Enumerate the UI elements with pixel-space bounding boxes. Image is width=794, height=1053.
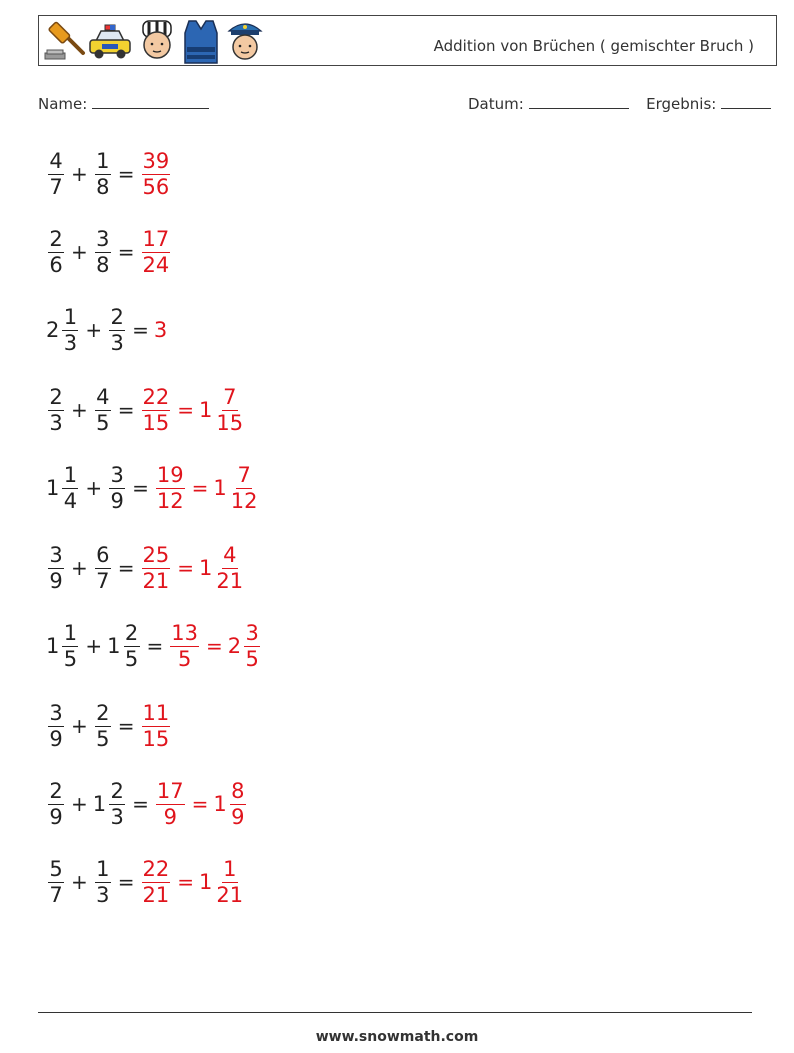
equals-sign: =	[146, 634, 164, 658]
mixed-number	[92, 778, 127, 829]
numerator: 2	[110, 304, 124, 329]
fraction	[95, 384, 111, 435]
answer	[154, 462, 187, 513]
fraction	[109, 462, 125, 513]
fraction	[95, 148, 111, 199]
denominator: 21	[216, 568, 244, 593]
answer-mixed	[213, 462, 260, 513]
mixed-number	[93, 856, 113, 907]
fraction	[95, 700, 111, 751]
equals-sign: =	[117, 870, 135, 894]
denominator: 5	[63, 646, 78, 671]
equals-sign: =	[206, 634, 223, 658]
mixed-number	[46, 304, 80, 355]
fraction	[230, 462, 259, 513]
denominator: 56	[142, 174, 170, 199]
denominator: 9	[110, 488, 124, 513]
equals-sign: =	[117, 714, 135, 738]
mixed-number	[46, 148, 66, 199]
mixed-number	[93, 700, 113, 751]
gavel-icon	[43, 19, 87, 63]
denominator: 3	[96, 882, 110, 907]
answer	[140, 148, 173, 199]
answer	[154, 318, 168, 342]
fraction	[48, 542, 64, 593]
footer-divider	[38, 1012, 752, 1013]
numerator: 3	[245, 620, 259, 645]
name-field	[38, 94, 209, 113]
numerator: 2	[49, 778, 63, 803]
denominator: 9	[163, 804, 177, 829]
problem-3	[46, 300, 168, 360]
denominator: 12	[156, 488, 184, 513]
denominator: 9	[49, 804, 63, 829]
fraction	[230, 778, 246, 829]
plus-sign: +	[85, 476, 103, 500]
denominator: 8	[96, 174, 110, 199]
plus-sign: +	[85, 634, 103, 658]
denominator: 15	[142, 726, 170, 751]
numerator: 4	[49, 148, 63, 173]
equals-sign: =	[177, 556, 195, 580]
denominator: 3	[110, 804, 124, 829]
numerator: 2	[110, 778, 124, 803]
plus-sign: +	[71, 714, 88, 738]
answer	[168, 620, 201, 671]
denominator: 5	[245, 646, 259, 671]
police-officer-icon	[225, 19, 265, 65]
numerator: 3	[49, 700, 63, 725]
equals-sign: =	[132, 476, 149, 500]
equals-sign: =	[132, 318, 149, 342]
fraction	[62, 620, 78, 671]
numerator: 1	[96, 856, 110, 881]
equals-sign: =	[117, 240, 135, 264]
denominator: 12	[230, 488, 258, 513]
mixed-number	[46, 384, 66, 435]
denominator: 4	[63, 488, 78, 513]
numerator: 22	[142, 384, 170, 409]
plus-sign: +	[85, 318, 103, 342]
numerator: 7	[223, 384, 237, 409]
answer	[154, 778, 187, 829]
answer-mixed	[213, 778, 247, 829]
result-line[interactable]	[721, 94, 771, 109]
whole-part: 1	[213, 476, 227, 500]
fraction	[215, 542, 244, 593]
plus-sign: +	[71, 162, 88, 186]
numerator: 1	[63, 462, 78, 487]
denominator: 24	[142, 252, 170, 277]
fraction	[142, 542, 171, 593]
problem-9	[46, 774, 248, 834]
numerator: 1	[96, 148, 110, 173]
date-result-fields	[468, 94, 771, 113]
fraction	[48, 700, 64, 751]
fraction	[62, 304, 78, 355]
problem-1	[46, 144, 172, 204]
numerator: 17	[142, 226, 170, 251]
numerator: 5	[49, 856, 63, 881]
fraction	[48, 384, 64, 435]
plus-sign: +	[71, 870, 88, 894]
mixed-number	[46, 700, 66, 751]
whole-part: 1	[199, 398, 213, 422]
plus-sign: +	[71, 398, 88, 422]
whole-part: 2	[46, 318, 60, 342]
denominator: 7	[49, 174, 63, 199]
equals-sign: =	[191, 476, 209, 500]
whole-part: 1	[92, 792, 107, 816]
equals-sign: =	[117, 556, 135, 580]
fraction	[62, 462, 78, 513]
answer	[140, 856, 173, 907]
name-label: Name:	[38, 95, 88, 113]
fraction	[215, 384, 244, 435]
answer	[140, 542, 173, 593]
fraction	[109, 778, 125, 829]
fraction	[124, 620, 140, 671]
fraction	[142, 226, 171, 277]
denominator: 3	[49, 410, 63, 435]
whole-part: 1	[46, 476, 60, 500]
mixed-number	[46, 778, 66, 829]
fraction	[142, 384, 171, 435]
plus-sign: +	[71, 556, 88, 580]
numerator: 2	[49, 384, 63, 409]
fraction	[95, 542, 111, 593]
numerator: 3	[110, 462, 124, 487]
denominator: 5	[124, 646, 139, 671]
denominator: 21	[142, 568, 170, 593]
fraction	[244, 620, 260, 671]
fraction	[48, 148, 64, 199]
denominator: 5	[96, 726, 110, 751]
footer-site: www.snowmath.com	[315, 1029, 479, 1045]
problem-10	[46, 852, 246, 912]
fraction	[156, 778, 185, 829]
answer	[140, 384, 173, 435]
numerator: 25	[142, 542, 170, 567]
numerator: 39	[142, 148, 170, 173]
problem-2	[46, 222, 172, 282]
problem-5	[46, 458, 261, 518]
equals-sign: =	[117, 398, 135, 422]
numerator: 4	[223, 542, 237, 567]
equals-sign: =	[177, 398, 195, 422]
answer	[140, 226, 173, 277]
numerator: 8	[231, 778, 245, 803]
numerator: 2	[49, 226, 63, 251]
whole-part: 2	[227, 634, 242, 658]
mixed-number	[93, 148, 113, 199]
numerator: 1	[223, 856, 237, 881]
denominator: 7	[96, 568, 110, 593]
plus-sign: +	[71, 792, 88, 816]
fraction	[142, 700, 171, 751]
numerator: 22	[142, 856, 170, 881]
fraction	[156, 462, 185, 513]
denominator: 9	[49, 726, 63, 751]
denominator: 15	[142, 410, 170, 435]
equals-sign: =	[191, 792, 209, 816]
denominator: 21	[216, 882, 244, 907]
answer-mixed	[227, 620, 262, 671]
numerator: 6	[96, 542, 110, 567]
problem-8	[46, 696, 172, 756]
denominator: 5	[96, 410, 110, 435]
denominator: 8	[96, 252, 110, 277]
answer-mixed	[199, 856, 246, 907]
numerator: 2	[96, 700, 110, 725]
date-line[interactable]	[529, 94, 629, 109]
equals-sign: =	[177, 870, 195, 894]
result-label: Ergebnis:	[646, 95, 717, 113]
worksheet-header	[38, 15, 777, 66]
vest-icon	[181, 19, 221, 65]
fraction	[48, 226, 64, 277]
problem-7	[46, 616, 262, 676]
plus-sign: +	[71, 240, 88, 264]
denominator: 7	[49, 882, 63, 907]
prisoner-icon	[137, 19, 177, 63]
denominator: 21	[142, 882, 170, 907]
denominator: 9	[49, 568, 63, 593]
whole-part: 1	[199, 870, 213, 894]
fraction	[48, 856, 64, 907]
date-label: Datum:	[468, 95, 524, 113]
fraction	[48, 778, 64, 829]
fraction	[170, 620, 199, 671]
mixed-number	[93, 384, 113, 435]
fraction	[95, 856, 111, 907]
equals-sign: =	[132, 792, 149, 816]
police-car-icon	[87, 19, 133, 63]
numerator: 4	[96, 384, 110, 409]
denominator: 3	[63, 330, 78, 355]
mixed-number	[107, 462, 127, 513]
mixed-number	[107, 304, 127, 355]
numerator: 2	[124, 620, 139, 645]
fraction	[142, 856, 171, 907]
answer-mixed	[199, 384, 246, 435]
answer	[140, 700, 173, 751]
denominator: 6	[49, 252, 63, 277]
fraction	[109, 304, 125, 355]
numerator: 13	[171, 620, 199, 645]
numerator: 7	[237, 462, 251, 487]
numerator: 1	[63, 620, 78, 645]
fraction	[142, 148, 171, 199]
numerator: 1	[63, 304, 78, 329]
whole-part: 1	[107, 634, 121, 658]
whole-part: 1	[213, 792, 227, 816]
whole-part: 1	[46, 634, 60, 658]
denominator: 5	[177, 646, 192, 671]
mixed-number	[46, 542, 66, 593]
worksheet-title: Addition von Brüchen ( gemischter Bruch )	[433, 37, 754, 55]
mixed-number	[46, 856, 66, 907]
whole-part: 1	[199, 556, 213, 580]
numerator: 3	[96, 226, 110, 251]
denominator: 9	[231, 804, 245, 829]
numerator: 19	[156, 462, 184, 487]
mixed-number	[46, 226, 66, 277]
mixed-number	[93, 542, 113, 593]
fraction	[95, 226, 111, 277]
problem-4	[46, 380, 246, 440]
denominator: 15	[216, 410, 244, 435]
numerator: 3	[49, 542, 63, 567]
mixed-number	[107, 620, 141, 671]
mixed-number	[93, 226, 113, 277]
problem-6	[46, 538, 246, 598]
numerator: 17	[156, 778, 184, 803]
numerator: 11	[142, 700, 170, 725]
denominator: 3	[110, 330, 124, 355]
answer-mixed	[199, 542, 246, 593]
mixed-number	[46, 620, 80, 671]
whole-part: 3	[153, 318, 168, 342]
name-line[interactable]	[92, 94, 209, 109]
fraction	[215, 856, 244, 907]
equals-sign: =	[117, 162, 135, 186]
mixed-number	[46, 462, 80, 513]
